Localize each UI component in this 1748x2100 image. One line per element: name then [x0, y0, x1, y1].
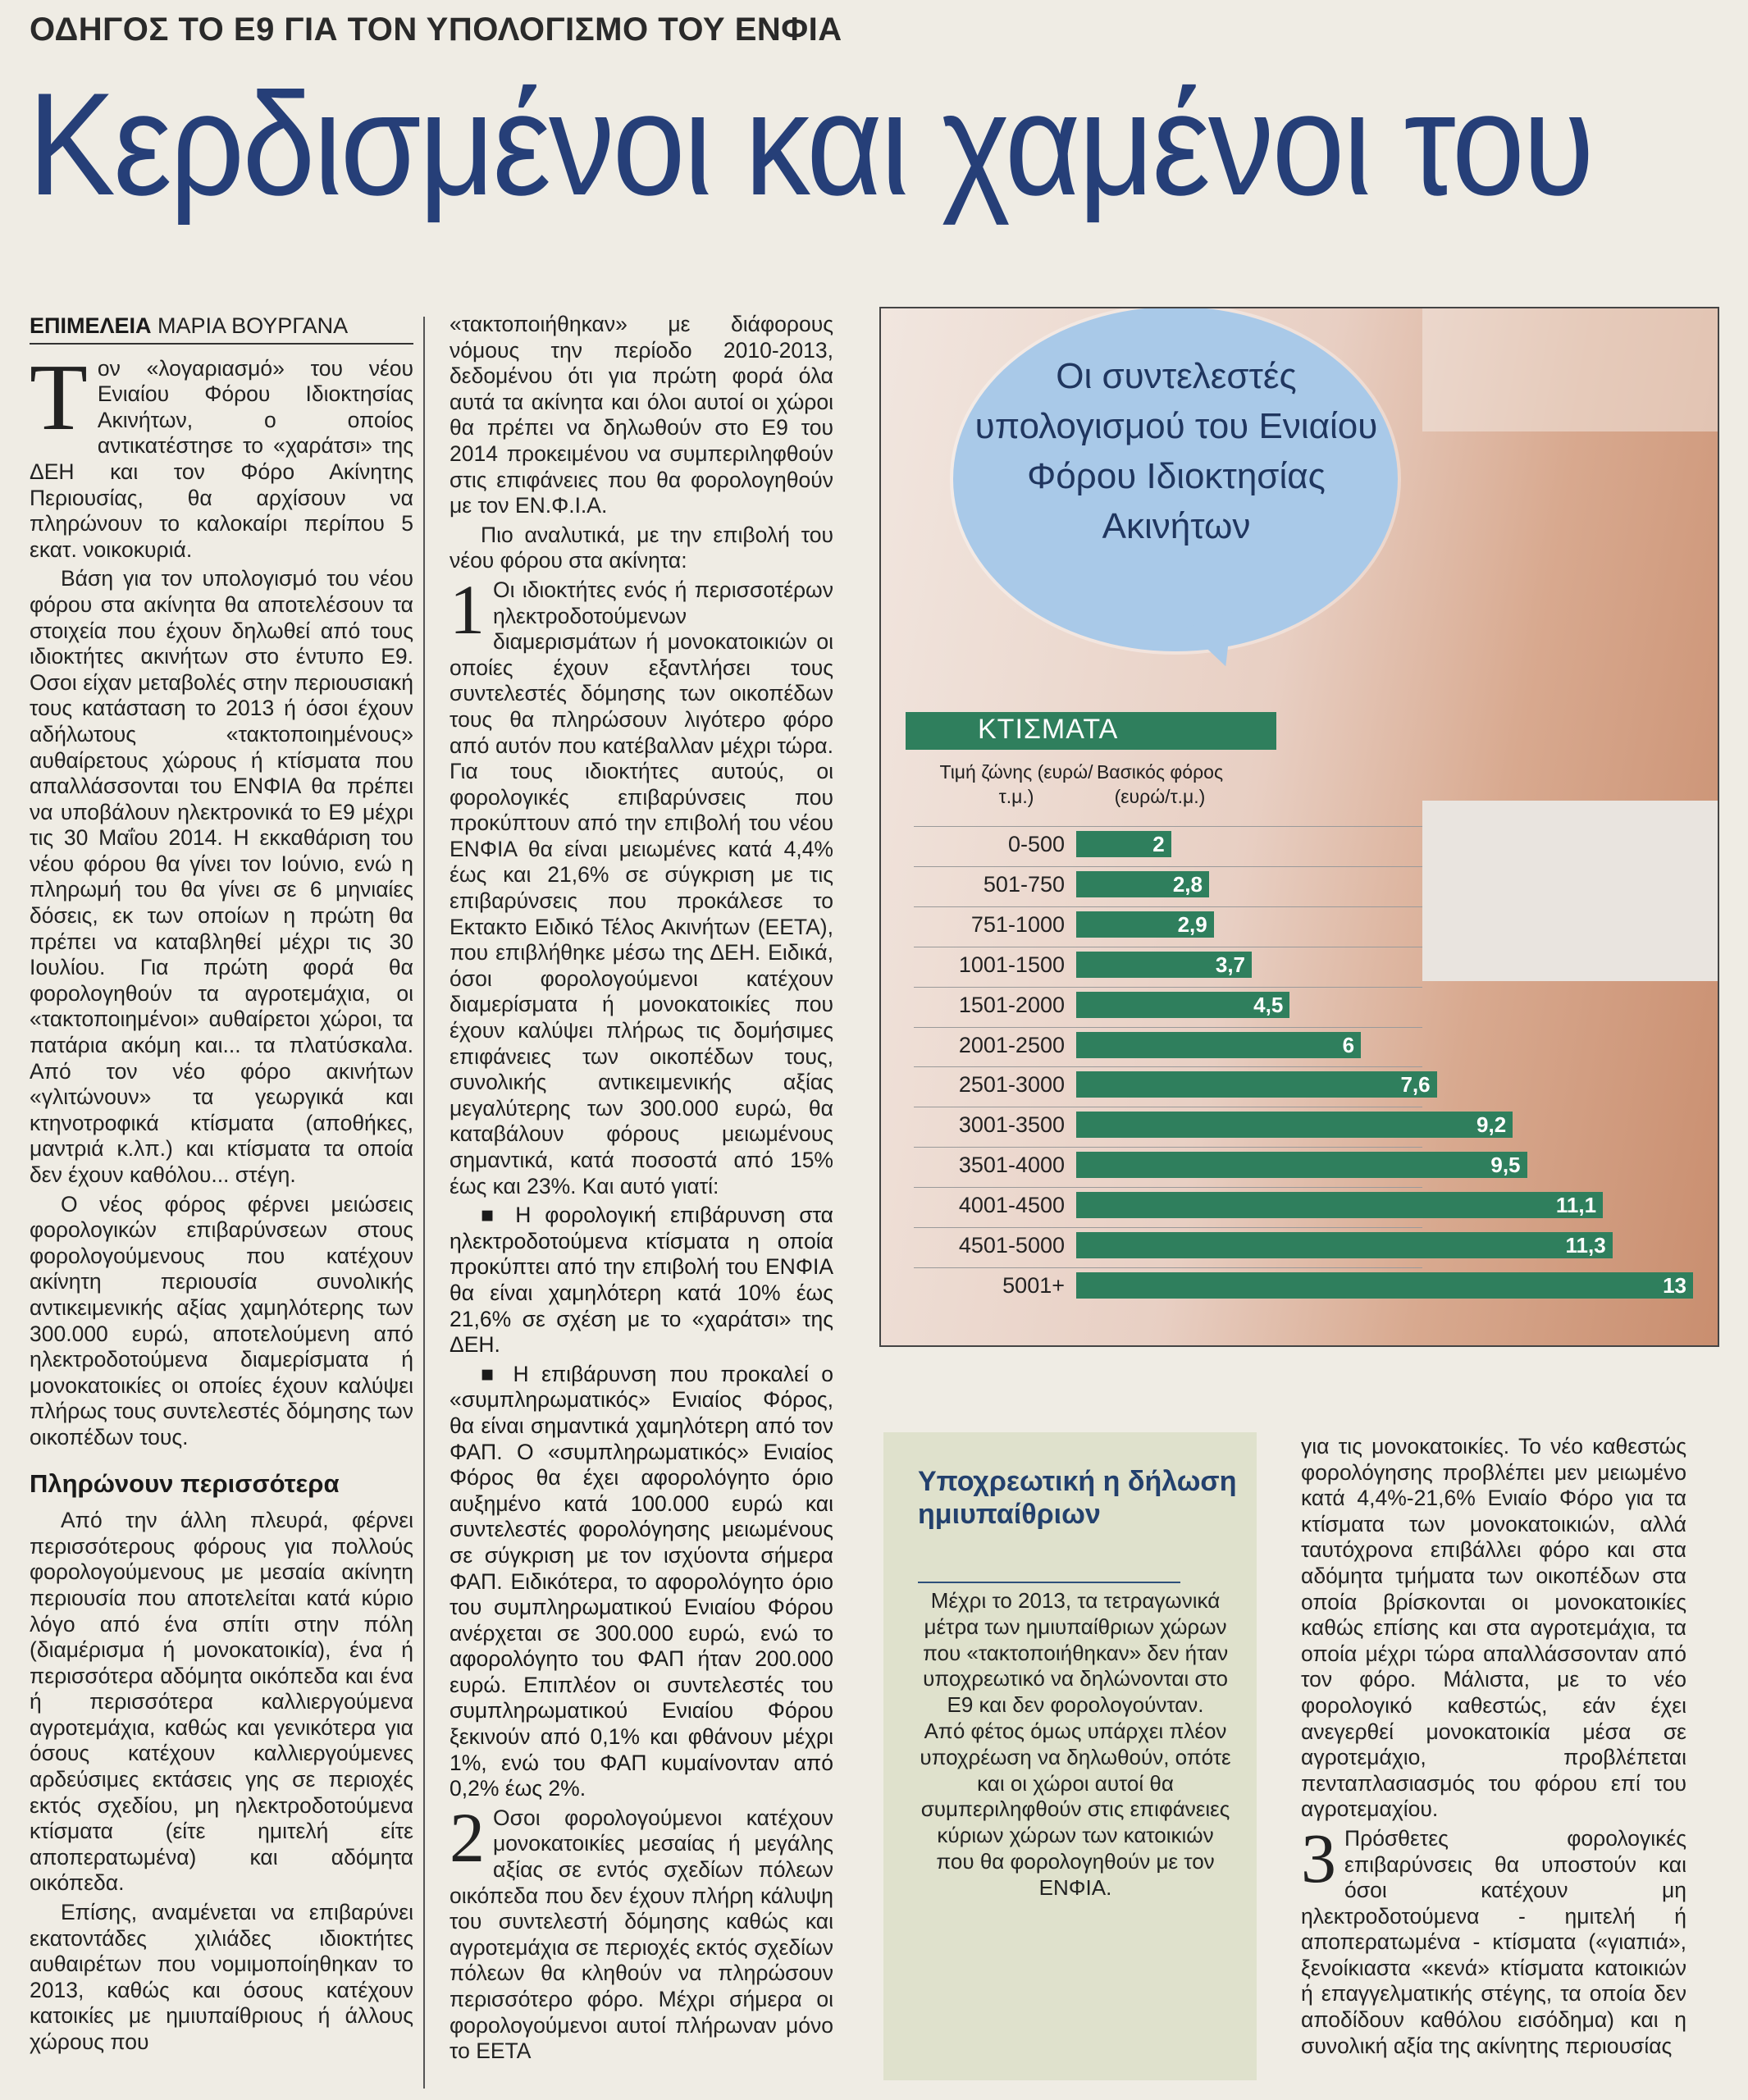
kicker: ΟΔΗΓΟΣ ΤΟ Ε9 ΓΙΑ ΤΟΝ ΥΠΟΛΟΓΙΣΜΟ ΤΟΥ ΕΝΦΙΑ: [30, 11, 842, 48]
chart-bar: [1076, 1232, 1613, 1258]
chart-value-label: 9,2: [1476, 1112, 1507, 1138]
col1-paragraph-4: Από την άλλη πλευρά, φέρνει περισσότερους φόρους για πολλούς φορολογούμενους με μεσαία ακίνητη περιουσία που αποτελείται κατά κύριο λόγο από ένα σπίτι στην πόλη (διαμέρισμα ή μονοκατοικία), ένα ή περισσότερα αδόμητα οικόπεδα και ένα ή περισσότερα καλλιεργούμενα αγροτεμάχια, καθώς και γενικότερα για όσους κατέχουν καλλιεργούμενες αρδεύσιμες εκτάσεις γης σε περιοχές εκτός σχεδίου, μη ηλεκτροδοτούμενα κτίσματα (είτε ημιτελή είτε αποπερατωμένα) και αδόμητα οικόπεδα.: [30, 1508, 413, 1896]
col1-p1-text: ον «λογαριασμό» του νέου Ενιαίου Φόρου Ιδιοκτησίας Ακινήτων, ο οποίος αντικατέστησε το «χαράτσι» της ΔΕΗ και τον Φόρο Ακίνητης Περιουσίας, θα αρχίσουν να πληρώνουν το καλοκαίρι περίπου 5 εκατ. νοικοκυριά.: [30, 355, 413, 562]
col1-paragraph-5: Επίσης, αναμένεται να επιβαρύνει εκατοντάδες χιλιάδες ιδιοκτήτες αυθαιρέτων που νομιμοποίηθηκαν το 2013, καθώς και όσους κατέχουν κατοικίες με ημιυπαίθριους ή άλλους χώρους που: [30, 1900, 413, 2054]
chart-title: ΚΤΙΣΜΑΤΑ: [978, 714, 1119, 745]
chart-value-label: 11,3: [1565, 1233, 1606, 1258]
chart-value-label: 7,6: [1400, 1072, 1431, 1098]
dropcap: Τ: [30, 345, 88, 450]
column-4: [1301, 1434, 1686, 2062]
chart-row-line: [914, 1066, 1422, 1067]
col4-point-3: [1301, 1818, 1686, 2059]
chart-category-label: 751-1000: [970, 911, 1065, 937]
chart-row-line: [914, 1227, 1422, 1228]
chart-row-line: [914, 866, 1422, 867]
chart-category-label: 1501-2000: [958, 992, 1065, 1017]
sidebar-body: [916, 1588, 1235, 1901]
chart-category-label: 501-750: [983, 871, 1065, 897]
number-3: 3: [1301, 1818, 1336, 1897]
chart-category-label: 3501-4000: [958, 1153, 1065, 1178]
sidebar-box: [883, 1432, 1257, 2080]
chart-value-label: 9,5: [1490, 1153, 1521, 1178]
sidebar-paragraph-1: Μέχρι το 2013, τα τετραγωνικά μέτρα των ημιυπαίθριων χώρων που «τακτοποιήθηκαν» δεν ήταν υποχρεωτικό να δηλώνονται στο Ε9 και δεν φορολογούνταν.: [922, 1588, 1229, 1718]
chart-category-label: 0-500: [1007, 832, 1065, 856]
chart-value-label: 11,1: [1555, 1193, 1597, 1218]
col2-point-2: [450, 1797, 833, 2065]
col2-point-1-text: Οι ιδιοκτήτες ενός ή περισσοτέρων ηλεκτροδοτούμενων διαμερισμάτων ή μονοκατοικιών οι οποίες έχουν εξαντλήσει τους συντελεστές δόμησης των οικοπέδων τους θα πληρώσουν λιγότερο φόρο από αυτόν που κατέβαλλαν μέχρι τώρα. Για τους ιδιοκτήτες αυτούς, οι φορολογικές επιβαρύνσεις που προκύπτουν από την επιβολή του νέου ΕΝΦΙΑ θα είναι μειωμένες κατά 4,4% έως και 21,6% σε σύγκριση με τις επιβαρύνσεις που προκάλεσε το Εκτακτο Ειδικό Τέλος Ακινήτων (ΕΕΤΑ), που επιβλήθηκε μέσω της ΔΕΗ. Ειδικά, όσοι φορολογούμενοι κατέχουν διαμερίσματα ή μονοκατοικίες που έχουν καλύψει πλήρως τις δομήσιμες επιφάνειες των οικοπέδων τους, συνολικής αντικειμενικής αξίας μεγαλύτερης των 300.000 ευρώ, θα καταβάλουν φόρους μειωμένους σημαντικά, κατά ποσοστά από 15% έως και 23%. Και αυτό γιατί:: [450, 577, 833, 1198]
chart-row-line: [914, 1187, 1422, 1188]
col2-point-2-text: Οσοι φορολογούμενοι κατέχουν μονοκατοικίες μεσαίας ή μεγάλης αξίας σε εντός σχεδίων πόλεων οικόπεδα που δεν έχουν πλήρη κάλυψη του συντελεστή δόμησης καθώς και αγροτεμάχια σε περιοχές εκτός σχεδίων πόλεων θα κληθούν να πληρώσουν περισσότερο φόρο. Μέχρι σήμερα οι φορολογούμενοι αυτοί πλήρωναν μόνο το ΕΕΤΑ: [450, 1805, 833, 2064]
chart-bar: [1076, 1272, 1693, 1299]
col2-point-1: [450, 569, 833, 1199]
column-divider-1: [423, 317, 425, 2089]
chart-category-label: 2501-3000: [958, 1072, 1065, 1098]
col1-paragraph-1: [30, 345, 413, 564]
chart-category-label: 5001+: [1002, 1272, 1065, 1298]
col2-bullet-1: ■ Η φορολογική επιβάρυνση στα ηλεκτροδοτούμενα κτίσματα η οποία προκύπτει από την επιβολή του ΕΝΦΙΑ θα είναι χαμηλότερη κατά 10% έως 21,6% σε σχέση με το «χαράτσι» της ΔΕΗ.: [450, 1203, 833, 1358]
chart-category-label: 4501-5000: [958, 1233, 1065, 1258]
category-header: Τιμή ζώνης (ευρώ/τ.μ.): [939, 761, 1093, 807]
byline-label: ΕΠΙΜΕΛΕΙΑ: [30, 313, 152, 338]
col2-bullet-2: ■ Η επιβάρυνση που προκαλεί ο «συμπληρωματικός» Ενιαίος Φόρος, θα είναι σημαντικά χαμηλότερη από τον ΦΑΠ. Ο «συμπληρωματικός» Ενιαίος Φόρος θα έχει αφορολόγητο όριο αυξημένο κατά 100.000 ευρώ και συντελεστές φορολόγησης μειωμένους σε σύγκριση με τον ισχύοντα σήμερα ΦΑΠ. Ειδικότερα, το αφορολόγητο όριο του συμπληρωματικού Ενιαίου Φόρου ανέρχεται σε 300.000 ευρώ, ενώ το αφορολόγητο του ΦΑΠ ήταν 200.000 ευρώ. Επιπλέον οι συντελεστές του συμπληρωματικού Ενιαίου Φόρου ξεκινούν από 0,1% και φθάνουν μέχρι 1%, ενώ του ΦΑΠ κυμαίνονταν από 0,2% έως 2%.: [450, 1361, 833, 1801]
chart-value-label: 13: [1663, 1272, 1686, 1298]
chart-row-line: [914, 1147, 1422, 1148]
chart-value-label: 2,9: [1177, 911, 1207, 937]
number-2: 2: [450, 1797, 485, 1877]
chart-row-line: [914, 826, 1422, 827]
chart-value-label: 6: [1342, 1032, 1355, 1057]
col2-paragraph-1: «τακτοποιήθηκαν» με διάφορους νόμους την περίοδο 2010-2013, δεδομένου ότι για πρώτη φορά όλα αυτά τα ακίνητα και όλοι αυτοί οι χώροι θα πρέπει να δηλωθούν στο Ε9 του 2014 προκειμένου να συμπεριληφθούν στις επιφάνειες που θα φορολογηθούν με τον ΕΝ.Φ.Ι.Α.: [450, 312, 833, 518]
chart-row-line: [914, 1267, 1422, 1268]
value-header: Βασικός φόρος (ευρώ/τ.μ.): [1096, 761, 1224, 807]
col4-paragraph-1: για τις μονοκατοικίες. Το νέο καθεστώς φορολόγησης προβλέπει μεν μειωμένο κατά 4,4%-21,6% Ενιαίο Φόρο για τα κτίσματα των μονοκατοικιών, αλλά ταυτόχρονα επιβάλλει φόρο και στα αδόμητα τμήματα των οικοπέδων στα οποία βρίσκονται οι μονοκατοικίες καθώς επίσης και στα αγροτεμάχια, τα οποία μέχρι τώρα απαλλάσσονταν από τον φόρο. Μάλιστα, με το νέο φορολογικό καθεστώς, εάν έχει ανεγερθεί μονοκατοικία μέσα σε αγροτεμάχιο, προβλέπεται πενταπλασιασμός του φόρου επί του αγροτεμαχίου.: [1301, 1434, 1686, 1822]
sidebar-rule: [918, 1582, 1180, 1583]
column-2: [450, 312, 833, 2068]
col2-paragraph-2: Πιο αναλυτικά, με την επιβολή του νέου φόρου στα ακίνητα:: [450, 522, 833, 573]
col1-paragraph-3: Ο νέος φόρος φέρνει μειώσεις φορολογικών επιβαρύνσεων στους φορολογούμενους που κατέχουν ακίνητη περιουσία συνολικής αντικειμενικής αξίας χαμηλότερης των 300.000 ευρώ, αποτελούμενη από ηλεκτροδοτούμενα διαμερίσματα ή μονοκατοικίες οι οποίες έχουν καλύψει πλήρως τους συντελεστές δόμησης των οικοπέδων τους.: [30, 1191, 413, 1449]
background-shutter: [1422, 801, 1719, 981]
chart-category-label: 1001-1500: [958, 952, 1065, 977]
bubble-text: Οι συντελεστές υπολογισμού του Ενιαίου Φόρου Ιδιοκτησίας Ακινήτων: [974, 356, 1378, 546]
headline: Κερδισμένοι και χαμένοι του: [28, 62, 1593, 226]
chart-bar: [1076, 1192, 1603, 1218]
col4-point-3-text: Πρόσθετες φορολογικές επιβαρύνσεις θα υποστούν και όσοι κατέχουν μη ηλεκτροδοτούμενα - ημιτελή ή αποπερατωμένα - κτίσματα («γιαπιά», ξενοίκιαστα «κενά» κτίσματα κατοικιών ή επαγγελματικής στέγης, τα οποία δεν αποδίδουν καθόλου εισόδημα) και η συνολική αξία της ακίνητης περιουσίας: [1301, 1825, 1686, 2058]
number-1: 1: [450, 569, 485, 649]
chart-category-label: 3001-3500: [958, 1112, 1065, 1138]
chart-value-label: 3,7: [1215, 952, 1246, 977]
sidebar-title: Υποχρεωτική η δήλωση ημιυπαίθριων: [918, 1466, 1237, 1530]
chart-category-label: 2001-2500: [958, 1032, 1065, 1057]
sidebar-paragraph-2: Από φέτος όμως υπάρχει πλέον υποχρέωση να δηλωθούν, οπότε και οι χώροι αυτοί θα συμπεριληφθούν στις επιφάνειες κύριων χώρων των κατοικιών που θα φορολογηθούν με τον ΕΝΦΙΑ.: [920, 1718, 1231, 1900]
subhead-pay-more: Πληρώνουν περισσότερα: [30, 1468, 340, 1498]
infographic: [879, 307, 1719, 1347]
col1-paragraph-2: Βάση για τον υπολογισμό του νέου φόρου στα ακίνητα θα αποτελέσουν τα στοιχεία που έχουν δηλωθεί από τους ιδιοκτήτες ακινήτων στο έντυπο Ε9. Οσοι είχαν μεταβολές στην περιουσιακή τους κατάσταση το 2013 ή όσοι έχουν αδήλωτους «τακτοποιημένους» αυθαίρετους χώρους ή κτίσματα που απαλλάσσονται του ΕΝΦΙΑ θα πρέπει να υποβάλουν ηλεκτρονικά το Ε9 μέχρι τις 30 Μαΐου 2014. Η εκκαθάριση του νέου φόρου θα γίνει τον Ιούνιο, ενώ η πληρωμή του θα γίνει σε 6 μηνιαίες δόσεις, εκ των οποίων η πρώτη θα πρέπει να καταβληθεί μέχρι τις 30 Ιουλίου. Για πρώτη φορά θα φορολογηθούν τα αγροτεμάχια, οι «τακτοποιημένοι» αυθαίρετοι χώροι, τα πατάρια ακόμη και... τα πλατύσκαλα. Από τον νέο φόρο ακινήτων «γλιτώνουν» τα γεωργικά και κτηνοτροφικά κτίσματα (αποθήκες, μαντριά κ.λπ.) και κτίσματα τα οποία δεν έχουν καθόλου... στέγη.: [30, 566, 413, 1187]
chart-row-line: [914, 906, 1422, 907]
chart-category-label: 4001-4500: [958, 1193, 1065, 1218]
byline: [30, 313, 413, 345]
chart-value-label: 2,8: [1172, 871, 1203, 897]
column-1: [30, 313, 413, 2059]
chart-row-line: [914, 987, 1422, 988]
chart-value-label: 2: [1152, 832, 1165, 856]
background-wall: [1422, 308, 1719, 431]
chart-row-line: [914, 1027, 1422, 1028]
chart-value-label: 4,5: [1253, 992, 1284, 1017]
byline-author: ΜΑΡΙΑ ΒΟΥΡΓΑΝΑ: [157, 313, 349, 338]
